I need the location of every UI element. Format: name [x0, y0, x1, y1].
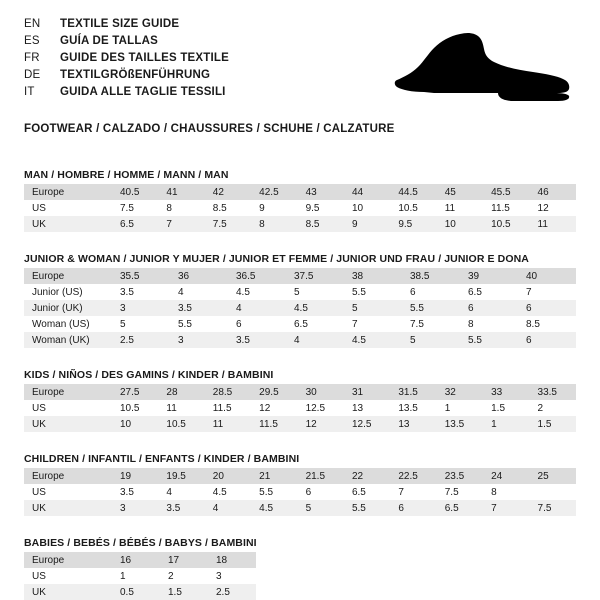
cell: 6.5: [112, 216, 158, 232]
cell: 11: [166, 402, 177, 414]
cell: 28.5: [205, 384, 251, 400]
cell: 27.5: [112, 384, 158, 400]
cell: 45.5: [483, 184, 529, 200]
cell: 30: [298, 384, 344, 400]
section-title: BABIES / BEBÉS / BÉBÉS / BABYS / BAMBINI: [24, 537, 257, 549]
language-code: FR: [24, 52, 40, 64]
cell: 1: [444, 402, 451, 414]
cell: 44.5: [390, 184, 436, 200]
cell: 36: [170, 268, 228, 284]
cell: 9.5: [305, 202, 320, 214]
language-title: GUIDA ALLE TAGLIE TESSILI: [60, 86, 226, 98]
cell: 25: [530, 468, 576, 484]
cell: 11.5: [491, 202, 510, 214]
row-label: US: [32, 402, 46, 414]
cell: 4.5: [344, 332, 402, 348]
cell: 10.5: [120, 402, 140, 414]
cell: 10.5: [483, 216, 529, 232]
language-code: IT: [24, 86, 35, 98]
cell: 23.5: [437, 468, 483, 484]
cell: 6.5: [351, 486, 366, 498]
cell: 45: [437, 184, 483, 200]
row-label: Woman (UK): [24, 332, 112, 348]
table-row: [24, 568, 256, 584]
cell: 11: [444, 202, 456, 214]
cell: 6: [390, 500, 436, 516]
cell: 3: [112, 500, 158, 516]
table-row: [24, 552, 256, 568]
cell: 8: [251, 216, 297, 232]
cell: 38.5: [402, 268, 460, 284]
size-table-junior-woman: [24, 268, 576, 348]
cell: 6.5: [468, 286, 482, 298]
language-code: EN: [24, 18, 41, 30]
cell: 22: [344, 468, 390, 484]
cell: 2: [168, 570, 174, 582]
size-table-kids: [24, 384, 576, 432]
table-row: [24, 584, 256, 600]
cell: 10: [437, 216, 483, 232]
cell: 1.5: [491, 402, 506, 414]
cell: 4.5: [236, 286, 250, 298]
cell: 22.5: [390, 468, 436, 484]
table-row: [24, 468, 576, 484]
cell: 7: [158, 216, 204, 232]
cell: 9.5: [390, 216, 436, 232]
language-code: DE: [24, 69, 41, 81]
row-label: UK: [24, 416, 112, 432]
cell: 33: [483, 384, 529, 400]
cell: 38: [344, 268, 402, 284]
table-row: [24, 184, 576, 200]
cell: 1: [120, 570, 126, 582]
language-row: [24, 84, 229, 101]
cell: 3.5: [120, 486, 134, 498]
cell: 17: [160, 552, 208, 568]
cell: 11.5: [212, 402, 232, 414]
cell: 6.5: [294, 318, 308, 330]
section-babies: [24, 537, 576, 600]
cell: 31.5: [390, 384, 436, 400]
cell: 7: [398, 486, 404, 498]
table-row: [24, 500, 576, 516]
row-label: Europe: [24, 384, 112, 400]
cell: 6: [236, 318, 242, 330]
cell: 20: [205, 468, 251, 484]
cell: 3.5: [228, 332, 286, 348]
section-title: MAN / HOMBRE / HOMME / MANN / MAN: [24, 169, 229, 181]
cell: 21.5: [298, 468, 344, 484]
cell: 5: [402, 332, 460, 348]
table-row: [24, 416, 576, 432]
cell: 1: [483, 416, 529, 432]
cell: 3.5: [120, 286, 134, 298]
cell: 7: [526, 286, 532, 298]
cell: 4: [228, 300, 286, 316]
cell: 13.5: [437, 416, 483, 432]
cell: 2: [537, 402, 544, 414]
row-label: Europe: [24, 268, 112, 284]
language-title: TEXTILE SIZE GUIDE: [60, 18, 180, 30]
section-title: KIDS / NIÑOS / DES GAMINS / KINDER / BAMBINI: [24, 369, 274, 381]
cell: 8: [468, 318, 474, 330]
cell: [530, 484, 576, 500]
cell: 5: [294, 286, 300, 298]
cell: 3: [216, 570, 222, 582]
section-junior-woman: [24, 253, 576, 348]
cell: 37.5: [286, 268, 344, 284]
cell: 44: [344, 184, 390, 200]
row-label: UK: [24, 584, 112, 600]
cell: 5.5: [178, 318, 192, 330]
cell: 29.5: [251, 384, 297, 400]
cell: 46: [530, 184, 576, 200]
dress-shoe-icon: [394, 30, 570, 106]
cell: 11: [530, 216, 576, 232]
row-label: Europe: [24, 468, 112, 484]
cell: 18: [208, 552, 256, 568]
cell: 4: [286, 332, 344, 348]
cell: 6: [460, 300, 518, 316]
cell: 40.5: [112, 184, 158, 200]
row-label: Junior (UK): [24, 300, 112, 316]
section-man: [24, 169, 576, 232]
cell: 6: [305, 486, 312, 498]
cell: 24: [483, 468, 529, 484]
table-row: [24, 484, 576, 500]
illustration-wrap: [380, 16, 576, 106]
cell: 3.5: [170, 300, 228, 316]
cell: 8.5: [526, 318, 540, 330]
row-label: UK: [24, 500, 112, 516]
cell: 39: [460, 268, 518, 284]
table-row: [24, 332, 576, 348]
language-code: ES: [24, 35, 40, 47]
cell: 0.5: [112, 584, 160, 600]
row-label: Junior (US): [32, 286, 83, 298]
cell: 5.5: [352, 286, 366, 298]
row-label: UK: [24, 216, 112, 232]
cell: 5.5: [344, 500, 390, 516]
cell: 5: [298, 500, 344, 516]
table-row: [24, 284, 576, 300]
cell: 3: [170, 332, 228, 348]
row-label: Europe: [24, 552, 112, 568]
cell: 8: [491, 486, 497, 498]
section-title: CHILDREN / INFANTIL / ENFANTS / KINDER / BAMBINI: [24, 453, 300, 465]
cell: 2.5: [208, 584, 256, 600]
cell: 10: [351, 202, 364, 214]
cell: 31: [344, 384, 390, 400]
cell: 40: [518, 268, 576, 284]
cell: 7.5: [530, 500, 576, 516]
cell: 8: [166, 202, 172, 214]
row-label: Woman (US): [32, 318, 90, 330]
cell: 5.5: [460, 332, 518, 348]
cell: 19: [112, 468, 158, 484]
cell: 12.5: [305, 402, 326, 414]
cell: 4.5: [212, 486, 227, 498]
section-kids: [24, 369, 576, 432]
cell: 4.5: [286, 300, 344, 316]
section-children: [24, 453, 576, 516]
cell: 13: [390, 416, 436, 432]
cell: 8.5: [298, 216, 344, 232]
row-label: US: [32, 486, 46, 498]
language-row: [24, 50, 229, 67]
cell: 5: [344, 300, 402, 316]
cell: 7.5: [120, 202, 134, 214]
table-row: [24, 316, 576, 332]
cell: 2.5: [112, 332, 170, 348]
size-table-children: [24, 468, 576, 516]
cell: 7.5: [444, 486, 459, 498]
cell: 4: [205, 500, 251, 516]
cell: 32: [437, 384, 483, 400]
cell: 36.5: [228, 268, 286, 284]
cell: 11.5: [251, 416, 297, 432]
cell: 33.5: [530, 384, 576, 400]
size-table-man: [24, 184, 576, 232]
cell: 5.5: [259, 486, 274, 498]
language-row: [24, 16, 229, 33]
table-row: [24, 200, 576, 216]
cell: 6: [518, 300, 576, 316]
cell: 12.5: [344, 416, 390, 432]
cell: 9: [259, 202, 265, 214]
row-label: Europe: [24, 184, 112, 200]
cell: 5.5: [402, 300, 460, 316]
cell: 6: [518, 332, 576, 348]
cell: 13: [351, 402, 364, 414]
table-row: [24, 216, 576, 232]
cell: 4: [178, 286, 184, 298]
document-header: [24, 16, 576, 112]
cell: 42: [205, 184, 251, 200]
cell: 3.5: [158, 500, 204, 516]
cell: 5: [120, 318, 126, 330]
cell: 28: [158, 384, 204, 400]
cell: 41: [158, 184, 204, 200]
table-row: [24, 268, 576, 284]
cell: 6.5: [437, 500, 483, 516]
section-title: JUNIOR & WOMAN / JUNIOR Y MUJER / JUNIOR ET FEMME / JUNIOR UND FRAU / JUNIOR E DONA: [24, 253, 529, 265]
cell: 1.5: [160, 584, 208, 600]
cell: 11: [205, 416, 251, 432]
language-row: [24, 67, 229, 84]
cell: 3: [112, 300, 170, 316]
cell: 12: [537, 202, 549, 214]
cell: 1.5: [530, 416, 576, 432]
table-row: [24, 384, 576, 400]
cell: 7: [352, 318, 358, 330]
cell: 43: [298, 184, 344, 200]
cell: 6: [410, 286, 416, 298]
cell: 10: [112, 416, 158, 432]
language-row: [24, 33, 229, 50]
cell: 10.5: [398, 202, 418, 214]
table-row: [24, 300, 576, 316]
size-table-babies: [24, 552, 256, 600]
cell: 42.5: [251, 184, 297, 200]
cell: 7: [483, 500, 529, 516]
row-label: US: [32, 202, 46, 214]
cell: 35.5: [112, 268, 170, 284]
cell: 7.5: [410, 318, 424, 330]
cell: 10.5: [158, 416, 204, 432]
language-title-list: [24, 16, 229, 101]
language-title: TEXTILGRÖßENFÜHRUNG: [60, 69, 211, 81]
cell: 19.5: [158, 468, 204, 484]
language-title: GUÍA DE TALLAS: [60, 35, 158, 47]
cell: 4: [166, 486, 172, 498]
cell: 12: [259, 402, 271, 414]
cell: 13.5: [398, 402, 418, 414]
cell: 12: [298, 416, 344, 432]
table-row: [24, 400, 576, 416]
cell: 9: [344, 216, 390, 232]
cell: 7.5: [205, 216, 251, 232]
footwear-category-line: FOOTWEAR / CALZADO / CHAUSSURES / SCHUHE / CALZATURE: [24, 123, 395, 135]
cell: 4.5: [251, 500, 297, 516]
cell: 21: [251, 468, 297, 484]
cell: 8.5: [212, 202, 227, 214]
language-title: GUIDE DES TAILLES TEXTILE: [60, 52, 229, 64]
row-label: US: [32, 570, 46, 582]
cell: 16: [112, 552, 160, 568]
